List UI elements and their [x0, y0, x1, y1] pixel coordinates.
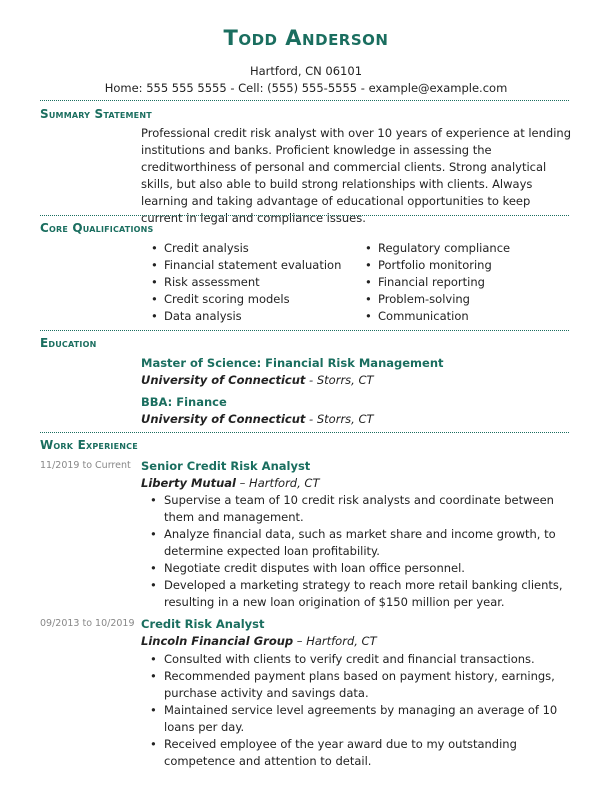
degree-title: BBA: Finance: [141, 395, 227, 409]
qualifications-right-list: [365, 240, 510, 325]
school-line: [141, 412, 374, 426]
contact-line: Home: 555 555 5555 - Cell: (555) 555-5555 - example@example.com: [104, 81, 508, 95]
school-name: University of Connecticut: [141, 412, 306, 426]
experience-heading: Work Experience: [40, 438, 138, 452]
company-name: Lincoln Financial Group: [141, 634, 294, 648]
job-bullet: • Analyze financial data, such as market share and income growth, to determine expected loan profitability.: [150, 526, 575, 560]
company-location: – Hartford, CT: [236, 476, 320, 490]
qualifications-heading: Core Qualifications: [40, 221, 154, 235]
qualifications-left-list: [151, 240, 341, 325]
job-bullet: • Recommended payment plans based on payment history, earnings, purchase activity and savings data.: [150, 668, 575, 702]
section-divider: [40, 100, 569, 101]
qualification-item: • Regulatory compliance: [365, 240, 510, 257]
company-line: [141, 634, 377, 648]
job-bullets: [150, 651, 575, 770]
company-name: Liberty Mutual: [141, 476, 236, 490]
company-location: – Hartford, CT: [293, 634, 377, 648]
job-bullet: • Supervise a team of 10 credit risk analysts and coordinate between them and management.: [150, 492, 575, 526]
job-bullet: • Consulted with clients to verify credit and financial transactions.: [150, 651, 575, 668]
company-line: [141, 476, 319, 490]
section-divider: [40, 432, 569, 433]
summary-heading: Summary Statement: [40, 107, 152, 121]
job-bullet: • Negotiate credit disputes with loan office personnel.: [150, 560, 575, 577]
qualification-item: • Data analysis: [151, 308, 341, 325]
job-bullets: [150, 492, 575, 611]
job-title: Credit Risk Analyst: [141, 617, 265, 631]
job-dates: 11/2019 to Current: [40, 460, 131, 471]
school-name: University of Connecticut: [141, 373, 306, 387]
section-divider: [40, 215, 569, 216]
qualification-item: • Credit analysis: [151, 240, 341, 257]
qualification-item: • Credit scoring models: [151, 291, 341, 308]
school-location: - Storrs, CT: [305, 373, 374, 387]
degree-title: Master of Science: Financial Risk Management: [141, 356, 444, 370]
job-bullet: • Maintained service level agreements by managing an average of 10 loans per day.: [150, 702, 575, 736]
job-bullet: • Received employee of the year award due to my outstanding competence and attention to detail.: [150, 736, 575, 770]
address-line: Hartford, CN 06101: [249, 64, 363, 78]
qualification-item: • Communication: [365, 308, 510, 325]
education-heading: Education: [40, 336, 97, 350]
summary-text: Professional credit risk analyst with over 10 years of experience at lending institutions and banks. Proficient knowledge in assessing the creditworthiness of personal and commercial clients. Strong analytical skills, but also able to build strong relationships with clients. Always learning and taking advantage of educational opportunities to keep current in legal and compliance issues.: [141, 126, 572, 225]
candidate-name: Todd Anderson: [223, 26, 389, 50]
job-dates: 09/2013 to 10/2019: [40, 618, 135, 629]
qualification-item: • Risk assessment: [151, 274, 341, 291]
qualification-item: • Problem-solving: [365, 291, 510, 308]
job-title: Senior Credit Risk Analyst: [141, 459, 311, 473]
section-divider: [40, 330, 569, 331]
job-bullet: • Developed a marketing strategy to reach more retail banking clients, resulting in a new loan origination of $150 million per year.: [150, 577, 575, 611]
qualification-item: • Financial reporting: [365, 274, 510, 291]
qualification-item: • Financial statement evaluation: [151, 257, 341, 274]
qualification-item: • Portfolio monitoring: [365, 257, 510, 274]
school-line: [141, 373, 374, 387]
school-location: - Storrs, CT: [305, 412, 374, 426]
